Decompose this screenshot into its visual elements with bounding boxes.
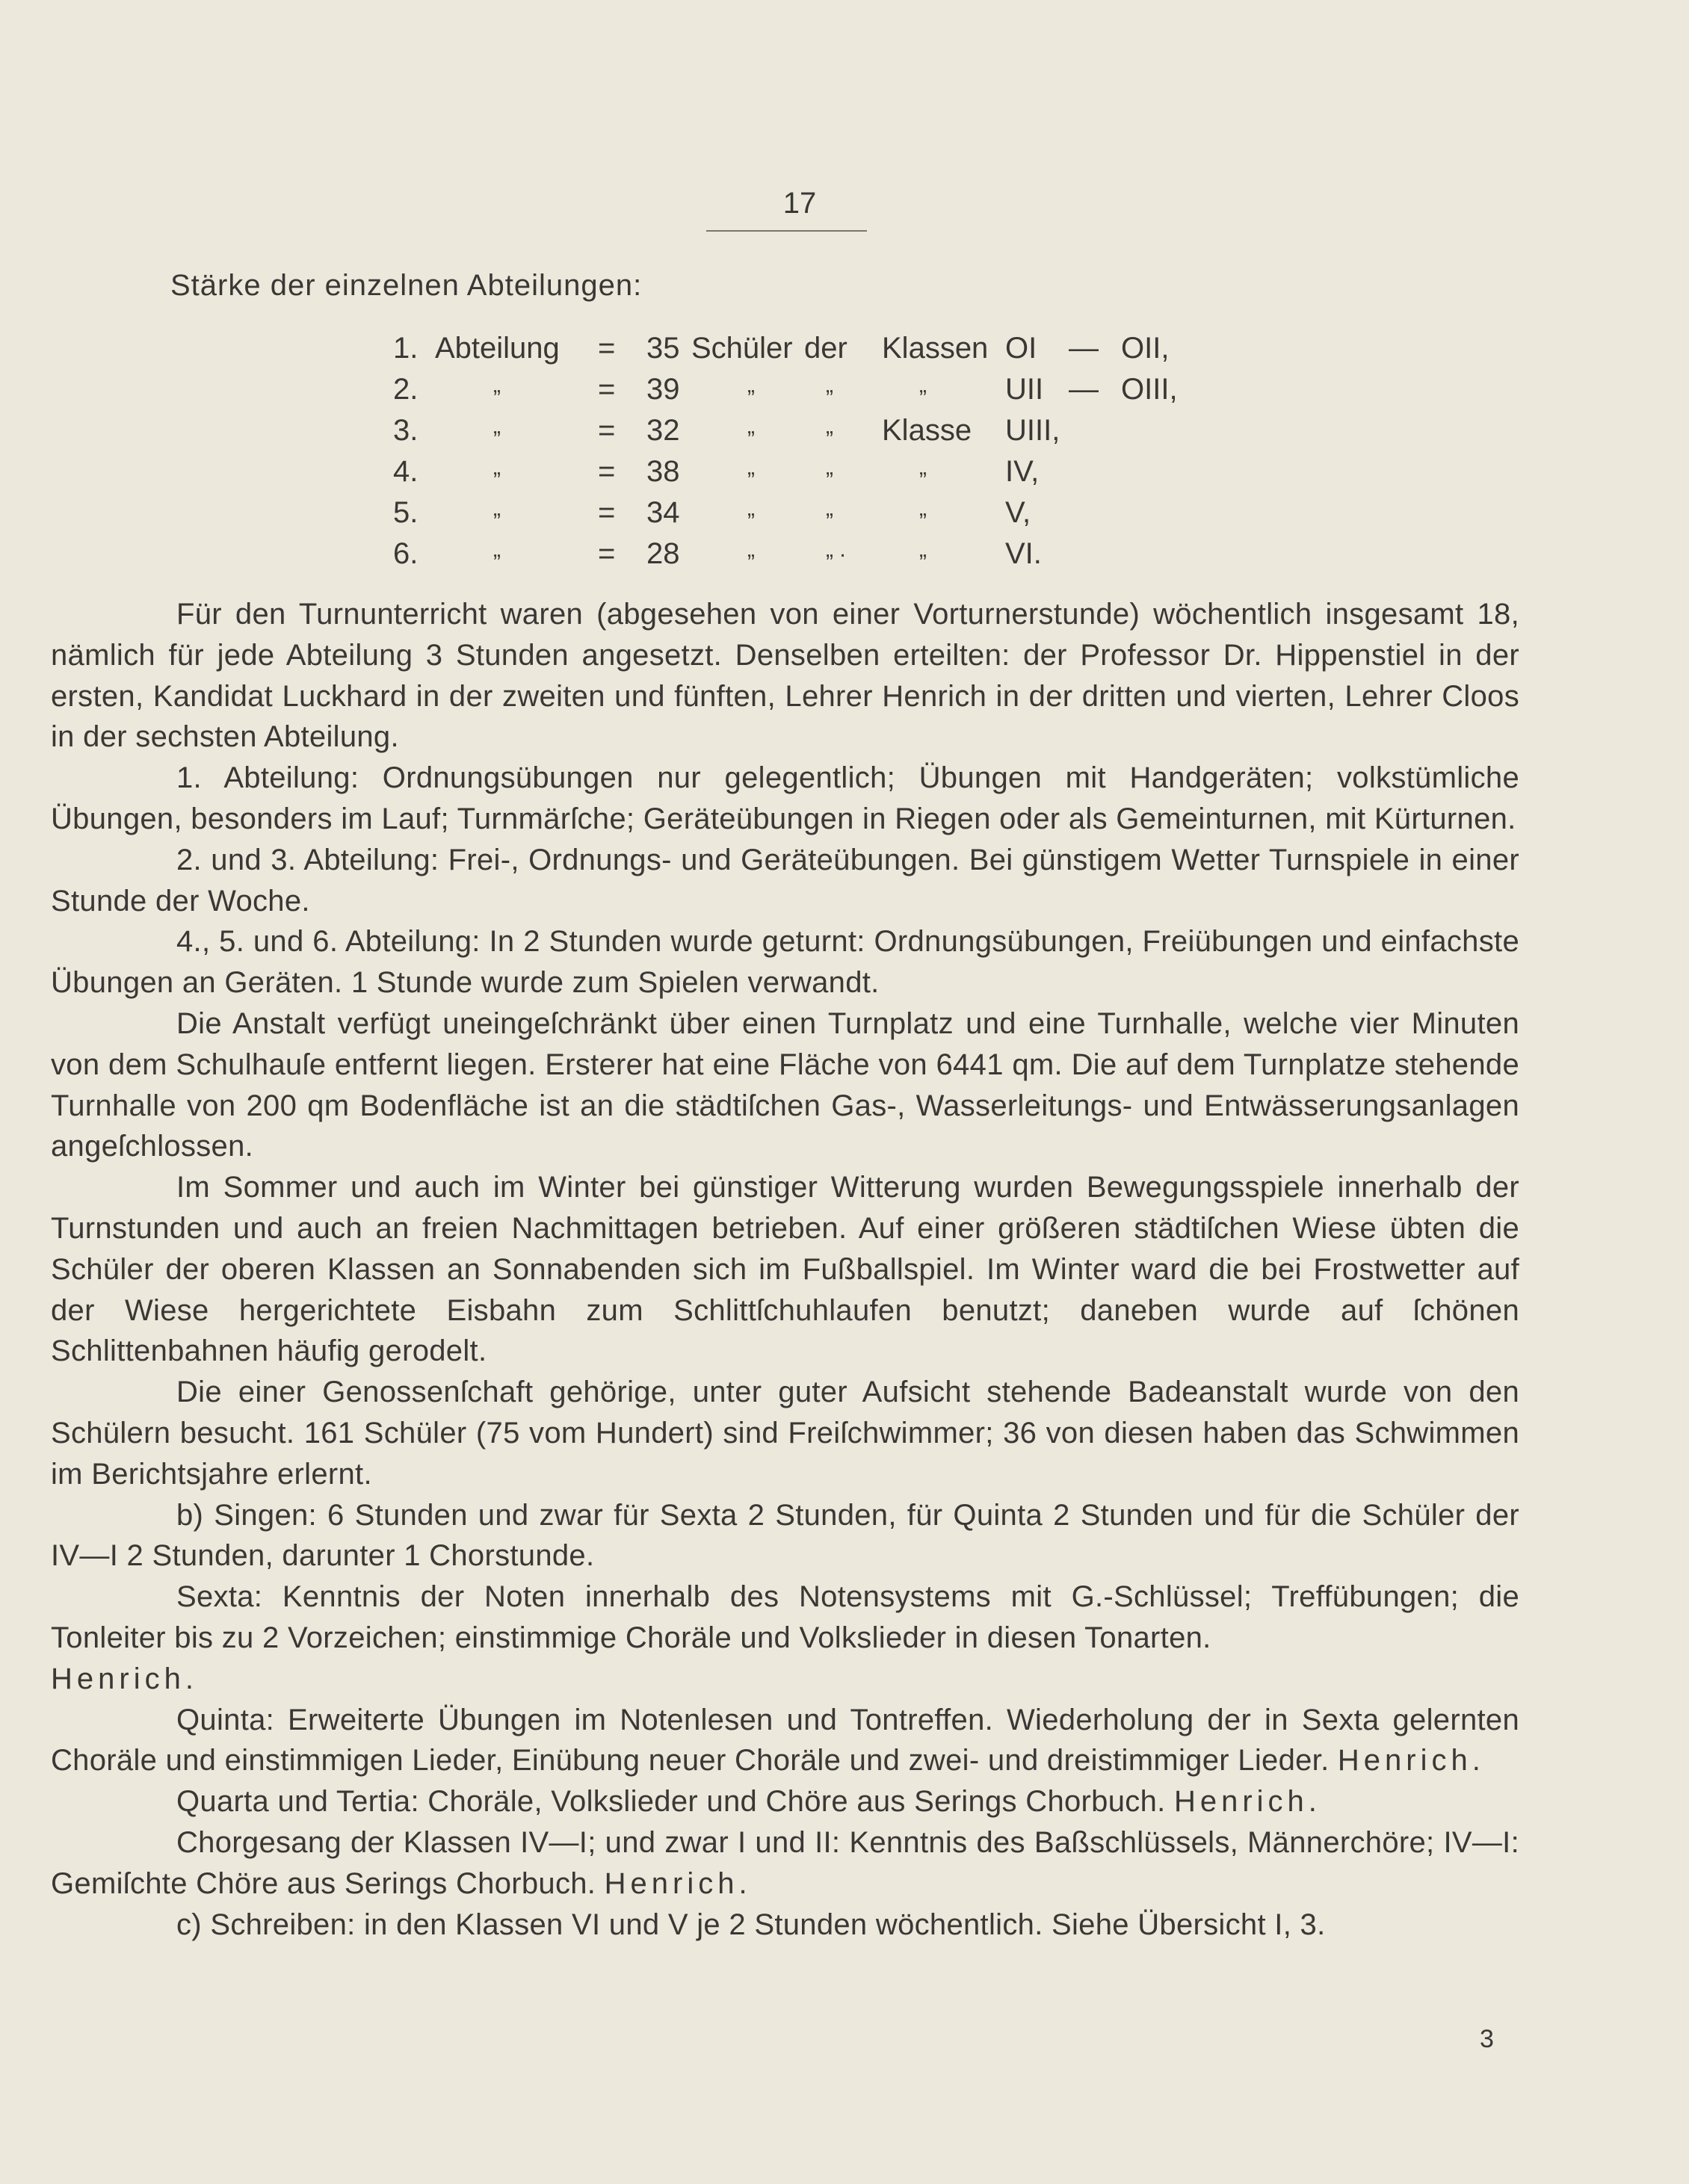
paragraph: c) Schreiben: in den Klassen VI und V je 2 Stunden wöchentlich. Siehe Übersicht I, 3.: [176, 1908, 1326, 1941]
header-rule: [706, 230, 867, 232]
paragraph: Die einer Genossenſchaft gehörige, unter guter Aufsicht stehende Badeanstalt wurde von den Schülern besucht. 161 Schüler (75 vom Hundert) sind Freiſchwimmer; 36 von diesen haben das Schwimmen im Berichtsjahre erlernt.: [51, 1376, 1519, 1491]
paragraph: b) Singen: 6 Stunden und zwar für Sexta 2 Stunden, für Quinta 2 Stunden und für die Schüler der IV—I 2 Stunden, darunter 1 Chorstunde.: [51, 1498, 1519, 1573]
body-text: [51, 594, 1519, 1945]
paragraph: Für den Turnunterricht waren (abgesehen von einer Vorturnerstunde) wöchentlich insgesamt 18, nämlich für jede Abteilung 3 Stunden angesetzt. Denselben erteilten: der Professor Dr. Hippenstiel in der ersten, Kandidat Luckhard in der zweiten und fünften, Lehrer Henrich in der dritten und vierten, Lehrer Cloos in der sechsten Abteilung.: [51, 598, 1519, 754]
teacher-name: Henrich.: [51, 1662, 198, 1695]
paragraph: 2. und 3. Abteilung: Frei-, Ordnungs- und Geräteübungen. Bei günstigem Wetter Turnspiele in einer Stunde der Woche.: [51, 843, 1519, 918]
teacher-name: Henrich.: [1173, 1785, 1321, 1819]
section-heading: Stärke der einzelnen Abteilungen:: [170, 269, 643, 302]
signature-mark: 3: [1480, 2025, 1494, 2053]
paragraph: Quinta: Erweiterte Übungen im Notenlesen und Tontreffen. Wiederholung der in Sexta gelernten Choräle und einstimmigen Lieder, Einübung neuer Choräle und zwei- und dreistimmiger Lieder. Henrich.: [51, 1703, 1519, 1778]
paragraph: Im Sommer und auch im Winter bei günstiger Witterung wurden Bewegungsspiele innerhalb der Turnstunden und auch an freien Nachmittagen betrieben. Auf einer größeren städtiſchen Wiese übten die Schüler der oberen Klassen an Sonnabenden sich im Fußballspiel. Im Winter ward die bei Frostwetter auf der Wiese hergerichtete Eisbahn zum Schlittſchuhlaufen benutzt; daneben wurde auf ſchönen Schlittenbahnen häufig gerodelt.: [51, 1171, 1519, 1368]
teacher-name: Henrich.: [604, 1866, 752, 1900]
paragraph: 1. Abteilung: Ordnungsübungen nur gelegentlich; Übungen mit Handgeräten; volkstümliche Übungen, besonders im Lauf; Turnmärſche; Geräteübungen in Riegen oder als Gemeinturnen, mit Kürturnen.: [51, 761, 1519, 835]
document-page: 17 Stärke der einzelnen Abteilungen: 1. Abteilung = 35 Schüler der Klassen OI — OII, 2. „ = 39 „ „ „ UII — OIII, 3. „ = 32 „ „ Klasse UIII, 4. „ = 38 „ „ „ IV, 5. „ = 34 „ „ „ V, 6. „ = 28 „ „ . „ VI. Für den Turnunterricht waren (abgesehen von einer Vorturnerstunde) wöchentlich insgesamt 18, nämlich für jede Abteilung 3 Stunden angesetzt. Denselben erteilten: der Professor Dr. Hippenstiel in der ersten, Kandidat Luckhard in der zweiten und fünften, Lehrer Henrich in der dritten und vierten, Lehrer Cloos in der sechsten Abteilung. 1. Abteilung: Ordnungsübungen nur gelegentlich; Übungen mit Handgeräten; volkstümliche Übungen, besonders im Lauf; Turnmärſche; Geräteübungen in Riegen oder als Gemeinturnen, mit Kürturnen. 2. und 3. Abteilung: Frei-, Ordnungs- und Geräteübungen. Bei günstigem Wetter Turnspiele in einer Stunde der Woche. 4., 5. und 6. Abteilung: In 2 Stunden wurde geturnt: Ordnungsübungen, Freiübungen und einfachste Übungen an Geräten. 1 Stunde wurde zum Spielen verwandt. Die Anstalt verfügt uneingeſchränkt über einen Turnplatz und eine Turnhalle, welche vier Minuten von dem Schulhauſe entfernt liegen. Ersterer hat eine Fläche von 6441 qm. Die auf dem Turnplatze stehende Turnhalle von 200 qm Bodenfläche ist an die städtiſchen Gas-, Wasserleitungs- und Entwässerungsanlagen angeſchlossen. Im Sommer und auch im Winter bei günstiger Witterung wurden Bewegungsspiele innerhalb der Turnstunden und auch an freien Nachmittagen betrieben. Auf einer größeren städtiſchen Wiese übten die Schüler der oberen Klassen an Sonnabenden sich im Fußballspiel. Im Winter ward die bei Frostwetter auf der Wiese hergerichtete Eisbahn zum Schlittſchuhlaufen benutzt; daneben wurde auf ſchönen Schlittenbahnen häufig gerodelt. Die einer Genossenſchaft gehörige, unter guter Aufsicht stehende Badeanstalt wurde von den Schülern besucht. 161 Schüler (75 vom Hundert) sind Freiſchwimmer; 36 von diesen haben das Schwimmen im Berichtsjahre erlernt. b) Singen: 6 Stunden und zwar für Sexta 2 Stunden, für Quinta 2 Stunden und für die Schüler der IV—I 2 Stunden, darunter 1 Chorstunde. Sexta: Kenntnis der Noten innerhalb des Notensystems mit G.-Schlüssel; Treffübungen; die Tonleiter bis zu 2 Vorzeichen; einstimmige Choräle und Volkslieder in diesen Tonarten. Henrich. Quinta: Erweiterte Übungen im Notenlesen und Tontreffen. Wiederholung der in Sexta gelernten Choräle und einstimmigen Lieder, Einübung neuer Choräle und zwei- und dreistimmiger Lieder. Henrich. Quarta und Tertia: Choräle, Volkslieder und Chöre aus Serings Chorbuch. Henrich. Chorgesang der Klassen IV—I; und zwar I und II: Kenntnis des Baßschlüssels, Männerchöre; IV—I: Gemiſchte Chöre aus Serings Chorbuch. Henrich. c) Schreiben: in den Klassen VI und V je 2 Stunden wöchentlich. Siehe Übersicht I, 3. 3: [51, 187, 1519, 2053]
paragraph: 4., 5. und 6. Abteilung: In 2 Stunden wurde geturnt: Ordnungsübungen, Freiübungen und einfachste Übungen an Geräten. 1 Stunde wurde zum Spielen verwandt.: [51, 925, 1519, 1000]
paragraph: Quarta und Tertia: Choräle, Volkslieder und Chöre aus Serings Chorbuch. Henrich.: [176, 1785, 1321, 1819]
teacher-name: Henrich.: [1337, 1744, 1485, 1778]
paragraph: Die Anstalt verfügt uneingeſchränkt über einen Turnplatz und eine Turnhalle, welche vier Minuten von dem Schulhauſe entfernt liegen. Ersterer hat eine Fläche von 6441 qm. Die auf dem Turnplatze stehende Turnhalle von 200 qm Bodenfläche ist an die städtiſchen Gas-, Wasserleitungs- und Entwässerungsanlagen angeſchlossen.: [51, 1006, 1519, 1163]
page-number: 17: [782, 187, 817, 220]
paragraph: Chorgesang der Klassen IV—I; und zwar I und II: Kenntnis des Baßschlüssels, Männerchöre; IV—I: Gemiſchte Chöre aus Serings Chorbuch. Henrich.: [51, 1825, 1519, 1900]
paragraph: Sexta: Kenntnis der Noten innerhalb des Notensystems mit G.-Schlüssel; Treffübungen; die Tonleiter bis zu 2 Vorzeichen; einstimmige Choräle und Volkslieder in diesen Tonarten. Henrich.: [51, 1580, 1519, 1695]
